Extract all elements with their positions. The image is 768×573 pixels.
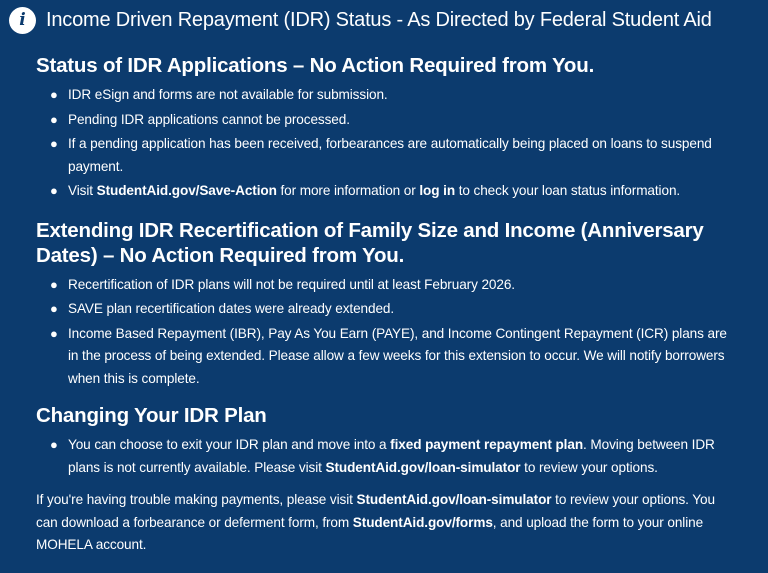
list-item-text: Income Based Repayment (IBR), Pay As You Earn (PAYE), and Income Contingent Repayment (ICR) plans are in the process of being extended. Please allow a few weeks for this extension to occur. We will notify borrowers when this is complete. bbox=[68, 325, 727, 386]
page-title: Income Driven Repayment (IDR) Status - As Directed by Federal Student Aid bbox=[46, 8, 712, 31]
bullet-icon: ● bbox=[50, 136, 58, 151]
bullet-icon: ● bbox=[50, 111, 58, 127]
list-item bbox=[36, 84, 728, 107]
text-segment: , and upload the form to your online MOHELA account. bbox=[36, 514, 704, 552]
idr-applications-list bbox=[36, 84, 728, 203]
text-segment: Visit bbox=[68, 183, 97, 198]
log-in-link[interactable]: log in bbox=[419, 183, 456, 198]
text-segment: . Moving between IDR plans is not currently available. Please visit bbox=[68, 437, 715, 475]
list-item-text: Pending IDR applications cannot be processed. bbox=[68, 111, 350, 127]
list-item-text bbox=[68, 434, 728, 479]
text-segment: You can download a forbearance or deferment form, from bbox=[36, 492, 715, 530]
list-item-text: IDR eSign and forms are not available for submission. bbox=[68, 87, 388, 102]
text-segment: to check your loan status information. bbox=[455, 183, 681, 198]
list-item-text: If a pending application has been received, forbearances are automatically being placed on loans to suspend payment. bbox=[68, 136, 712, 174]
list-item-text: Recertification of IDR plans will not be required until at least February 2026. bbox=[68, 276, 515, 292]
save-action-link[interactable]: StudentAid.gov/Save-Action bbox=[96, 183, 277, 198]
section-heading-recertification: Extending IDR Recertification of Family Size and Income (Anniversary Dates) – No Action Required from You. bbox=[36, 218, 704, 267]
list-item-text bbox=[68, 180, 728, 203]
list-item bbox=[36, 109, 728, 132]
list-item bbox=[36, 323, 728, 391]
changing-plan-list bbox=[36, 434, 728, 479]
text-segment: to review your options. bbox=[520, 459, 658, 475]
info-icon: i bbox=[9, 7, 36, 34]
bullet-icon: ● bbox=[50, 276, 58, 292]
text-segment: to review your options. bbox=[551, 492, 689, 507]
notice-title-row bbox=[9, 6, 728, 34]
bullet-icon: ● bbox=[50, 183, 58, 198]
text-segment: You can choose to exit your IDR plan and move into a bbox=[68, 437, 391, 452]
bullet-icon: ● bbox=[50, 301, 58, 316]
bullet-icon: ● bbox=[50, 437, 58, 452]
list-item bbox=[36, 133, 728, 178]
section-heading-changing-plan: Changing Your IDR Plan bbox=[36, 404, 267, 427]
recertification-list bbox=[36, 274, 728, 391]
list-item bbox=[36, 298, 728, 321]
list-item bbox=[36, 434, 728, 479]
list-item bbox=[36, 180, 728, 203]
footer-loan-simulator-link[interactable]: StudentAid.gov/loan-simulator bbox=[356, 492, 552, 507]
fixed-payment-plan-link[interactable]: fixed payment repayment plan bbox=[390, 437, 584, 452]
text-segment: for more information or bbox=[276, 183, 420, 198]
bullet-icon: ● bbox=[50, 325, 58, 341]
bullet-icon: ● bbox=[50, 87, 58, 102]
section-heading-idr-applications: Status of IDR Applications – No Action Required from You. bbox=[36, 54, 595, 77]
footer-text bbox=[36, 489, 728, 557]
list-item bbox=[36, 274, 728, 297]
forms-link[interactable]: StudentAid.gov/forms bbox=[352, 514, 493, 530]
text-segment: If you're having trouble making payments, please visit bbox=[36, 492, 357, 507]
list-item-text: SAVE plan recertification dates were already extended. bbox=[68, 301, 395, 316]
loan-simulator-link[interactable]: StudentAid.gov/loan-simulator bbox=[325, 459, 521, 475]
